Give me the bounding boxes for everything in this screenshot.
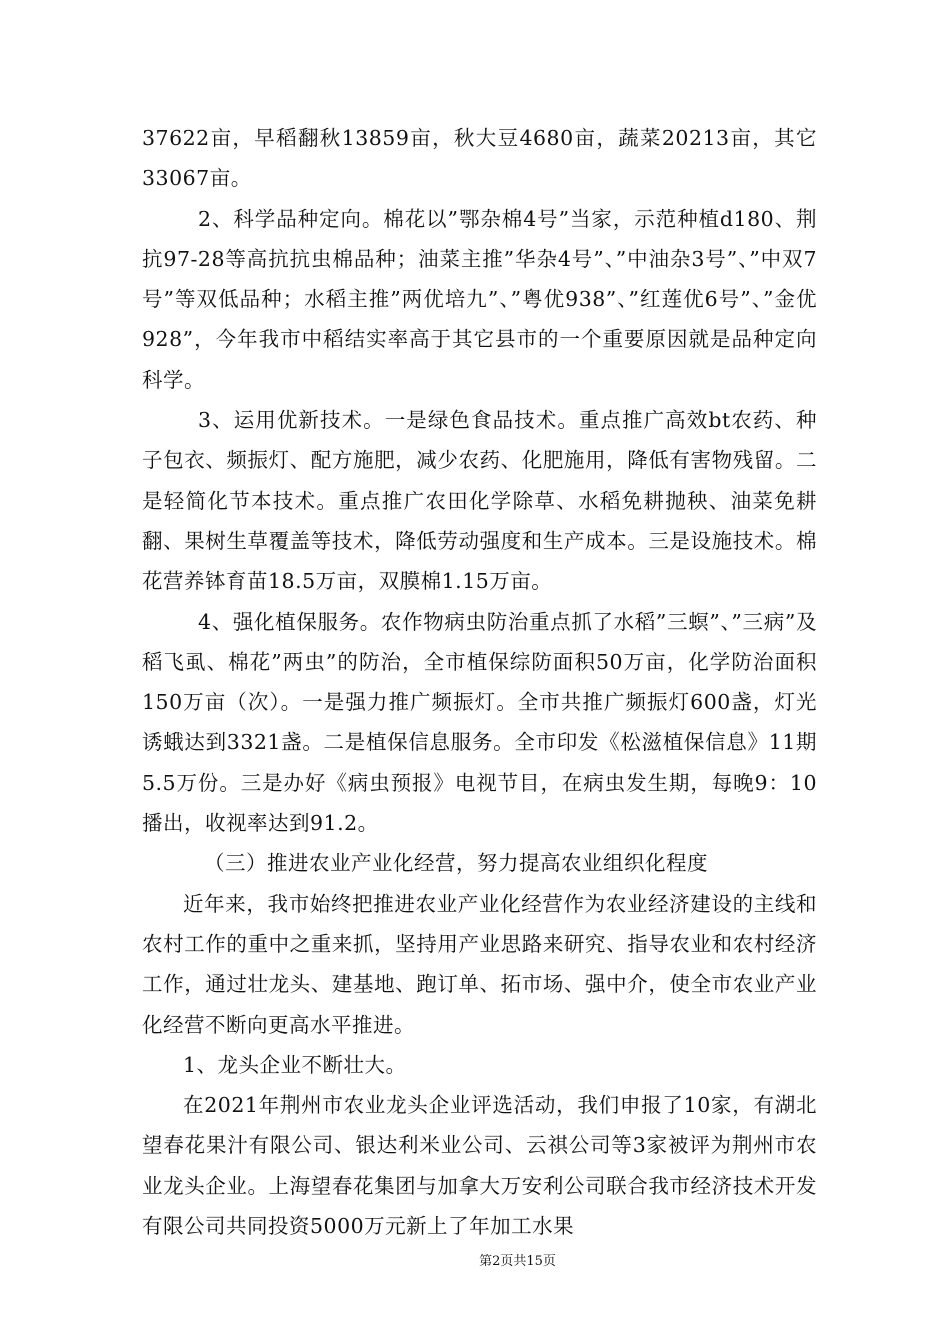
paragraph-leading-enterprises: 在2021年荆州市农业龙头企业评选活动，我们申报了10家，有湖北望春花果汁有限公司、银达利米业公司、云祺公司等3家被评为荆州市农业龙头企业。上海望春花集团与加拿大万安利公司联合我市经济技术开发有限公司共同投资5000万元新上了年加工水果: [142, 1093, 817, 1239]
paragraph-continuation: 37622亩，早稻翻秋13859亩，秋大豆4680亩，蔬菜20213亩，其它33067亩。: [142, 126, 817, 191]
paragraph-industrialization-intro: 近年来，我市始终把推进农业产业化经营作为农业经济建设的主线和农村工作的重中之重来抓，坚持用产业思路来研究、指导农业和农村经济工作，通过壮龙头、建基地、跑订单、拓市场、强中介，使全市农业产业化经营不断向更高水平推进。: [142, 891, 817, 1037]
document-body: [142, 118, 817, 1246]
paragraph-new-technology: 3、运用优新技术。一是绿色食品技术。重点推广高效bt农药、种子包衣、频振灯、配方施肥，减少农药、化肥施用，降低有害物残留。二是轻简化节本技术。重点推广农田化学除草、水稻免耕抛秧、油菜免耕翻、果树生草覆盖等技术，降低劳动强度和生产成本。三是设施技术。棉花营养钵育苗18.5万亩，双膜棉1.15万亩。: [142, 408, 817, 594]
page-number: 第2页共15页: [479, 1254, 556, 1269]
subheading-leading-enterprises: 1、龙头企业不断壮大。: [183, 1052, 407, 1077]
paragraph-variety-selection: 2、科学品种定向。棉花以”鄂杂棉4号”当家，示范种植d180、荆抗97-28等高抗抗虫棉品种；油菜主推”华杂4号”、”中油杂3号”、”中双7号”等双低品种；水稻主推”两优培九”、”粤优938”、”红莲优6号”、”金优928”，今年我市中稻结实率高于其它县市的一个重要原因就是品种定向科学。: [142, 206, 817, 392]
paragraph-plant-protection: 4、强化植保服务。农作物病虫防治重点抓了水稻”三螟”、”三病”及稻飞虱、棉花”两虫”的防治，全市植保综防面积50万亩，化学防治面积150万亩（次）。一是强力推广频振灯。全市共推广频振灯600盏，灯光诱蛾达到3321盏。二是植保信息服务。全市印发《松滋植保信息》11期5.5万份。三是办好《病虫预报》电视节目，在病虫发生期，每晚9：10播出，收视率达到91.2。: [142, 609, 817, 836]
section-heading-industrialization: （三）推进农业产业化经营，努力提高农业组织化程度: [204, 851, 708, 876]
